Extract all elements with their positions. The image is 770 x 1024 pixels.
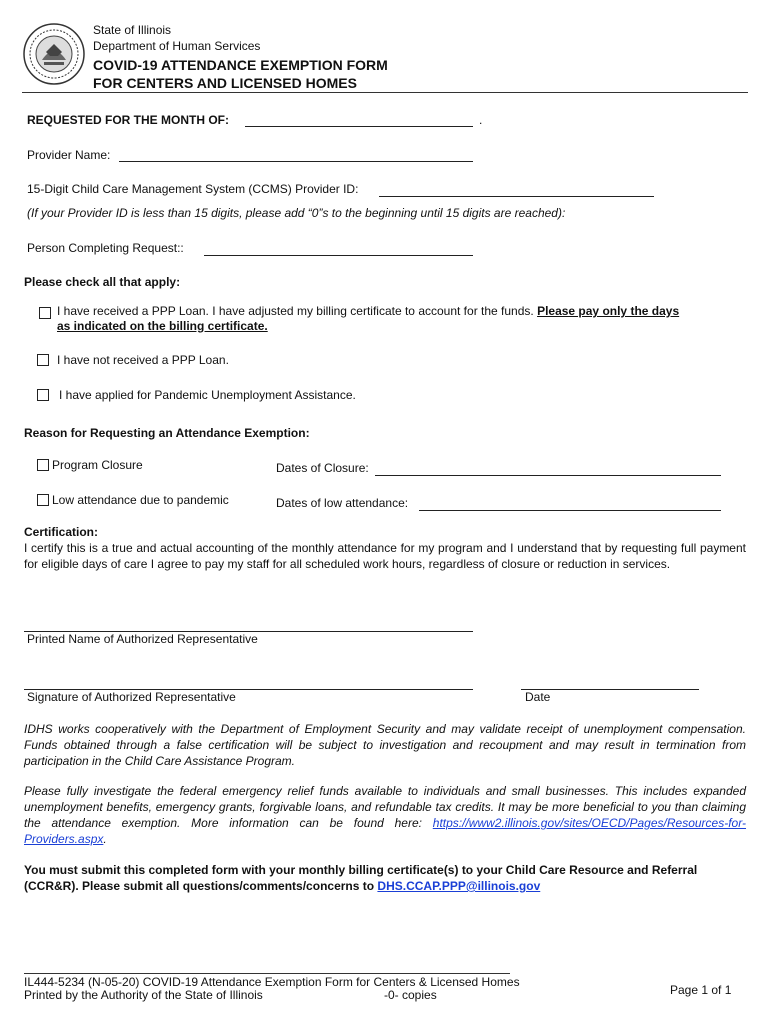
low-attendance-checkbox[interactable] bbox=[37, 494, 49, 506]
department-name: Department of Human Services bbox=[93, 39, 261, 53]
ppp-not-received-text: I have not received a PPP Loan. bbox=[57, 353, 229, 367]
dates-of-low-attendance-field[interactable] bbox=[419, 510, 721, 511]
pua-applied-text: I have applied for Pandemic Unemployment Assistance. bbox=[59, 388, 356, 402]
oecd-resources-link[interactable]: https://www2.illinois.gov/sites/OECD/Pages/ bbox=[432, 816, 667, 830]
ccms-id-label: 15-Digit Child Care Management System (CCMS) Provider ID: bbox=[27, 182, 359, 196]
ccms-id-field[interactable] bbox=[379, 196, 654, 197]
header-divider bbox=[22, 92, 748, 93]
reason-heading: Reason for Requesting an Attendance Exemption: bbox=[24, 426, 310, 440]
dates-of-closure-label: Dates of Closure: bbox=[276, 461, 369, 475]
program-closure-label: Program Closure bbox=[52, 458, 143, 472]
form-title-line-2: FOR CENTERS AND LICENSED HOMES bbox=[93, 75, 357, 91]
signature-label: Signature of Authorized Representative bbox=[27, 690, 236, 704]
low-attendance-label: Low attendance due to pandemic bbox=[52, 493, 229, 507]
ppp-received-emphasis: as indicated on the billing certificate. bbox=[57, 319, 268, 333]
idhs-notice: IDHS works cooperatively with the Department of Employment Security and may validate receipt of unemployment compensation. Funds obtained through a false certification will be subject to investigation and recoupment and may result in termination from participation in the Child Care Assistance Program. bbox=[24, 722, 746, 768]
ppp-received-text: I have received a PPP Loan. I have adjusted my billing certificate to account for the funds. Please pay only the days bbox=[57, 304, 680, 318]
page-number: Page 1 of 1 bbox=[670, 983, 732, 997]
relief-notice: Please fully investigate the federal emergency relief funds available to individuals and small businesses. This includes expanded unemployment benefits, emergency grants, forgivable loans, and refundable tax credits. It may be more beneficial to you than claiming the attendance exemption. More information can be found here: https://www2.illinois.gov/sites/OECD/Pages/Resources-for-Providers.aspx. bbox=[24, 784, 746, 846]
provider-name-field[interactable] bbox=[119, 161, 473, 162]
state-name: State of Illinois bbox=[93, 23, 172, 37]
state-seal-logo bbox=[22, 22, 86, 86]
submit-notice: You must submit this completed form with your monthly billing certificate(s) to your Child Care Resource and Referral (CCR&R). Please submit all questions/comments/concerns to DHS.CCAP.PPP@illinois.gov bbox=[24, 863, 698, 893]
month-label: REQUESTED FOR THE MONTH OF: bbox=[27, 113, 229, 127]
printed-name-label: Printed Name of Authorized Representative bbox=[27, 632, 258, 646]
form-title-line-1: COVID-19 ATTENDANCE EXEMPTION FORM bbox=[93, 57, 388, 73]
check-all-heading: Please check all that apply: bbox=[24, 275, 181, 289]
date-label: Date bbox=[525, 690, 551, 704]
ccms-id-note: (If your Provider ID is less than 15 digits, please add “0”s to the beginning until 15 digits are reached): bbox=[27, 206, 566, 220]
month-field[interactable] bbox=[245, 126, 473, 127]
footer-form-id: IL444-5234 (N-05-20) COVID-19 Attendance Exemption Form for Centers & Licensed Homes bbox=[24, 975, 520, 989]
oecd-resources-link-cont[interactable]: Resources-for-Providers.aspx bbox=[24, 816, 746, 846]
certification-text: I certify this is a true and actual accounting of the monthly attendance for my program and I understand that by requesting full payment for eligible days of care I agree to pay my staff for all scheduled work hours, regardless of closure or reduction in services. bbox=[24, 541, 746, 571]
certification-heading: Certification: bbox=[24, 525, 99, 539]
footer-copies: -0- copies bbox=[384, 988, 437, 1002]
dates-of-closure-field[interactable] bbox=[375, 475, 721, 476]
person-completing-label: Person Completing Request:: bbox=[27, 241, 184, 255]
month-period: . bbox=[479, 113, 483, 127]
footer-authority: Printed by the Authority of the State of Illinois bbox=[24, 988, 263, 1002]
ppp-not-received-checkbox[interactable] bbox=[37, 354, 49, 366]
dates-of-low-attendance-label: Dates of low attendance: bbox=[276, 496, 409, 510]
footer-divider bbox=[24, 973, 510, 974]
dhs-email-link[interactable]: DHS.CCAP.PPP@illinois.gov bbox=[377, 879, 541, 893]
program-closure-checkbox[interactable] bbox=[37, 459, 49, 471]
person-completing-field[interactable] bbox=[204, 255, 473, 256]
ppp-received-checkbox[interactable] bbox=[39, 307, 51, 319]
pua-applied-checkbox[interactable] bbox=[37, 389, 49, 401]
provider-name-label: Provider Name: bbox=[27, 148, 111, 162]
